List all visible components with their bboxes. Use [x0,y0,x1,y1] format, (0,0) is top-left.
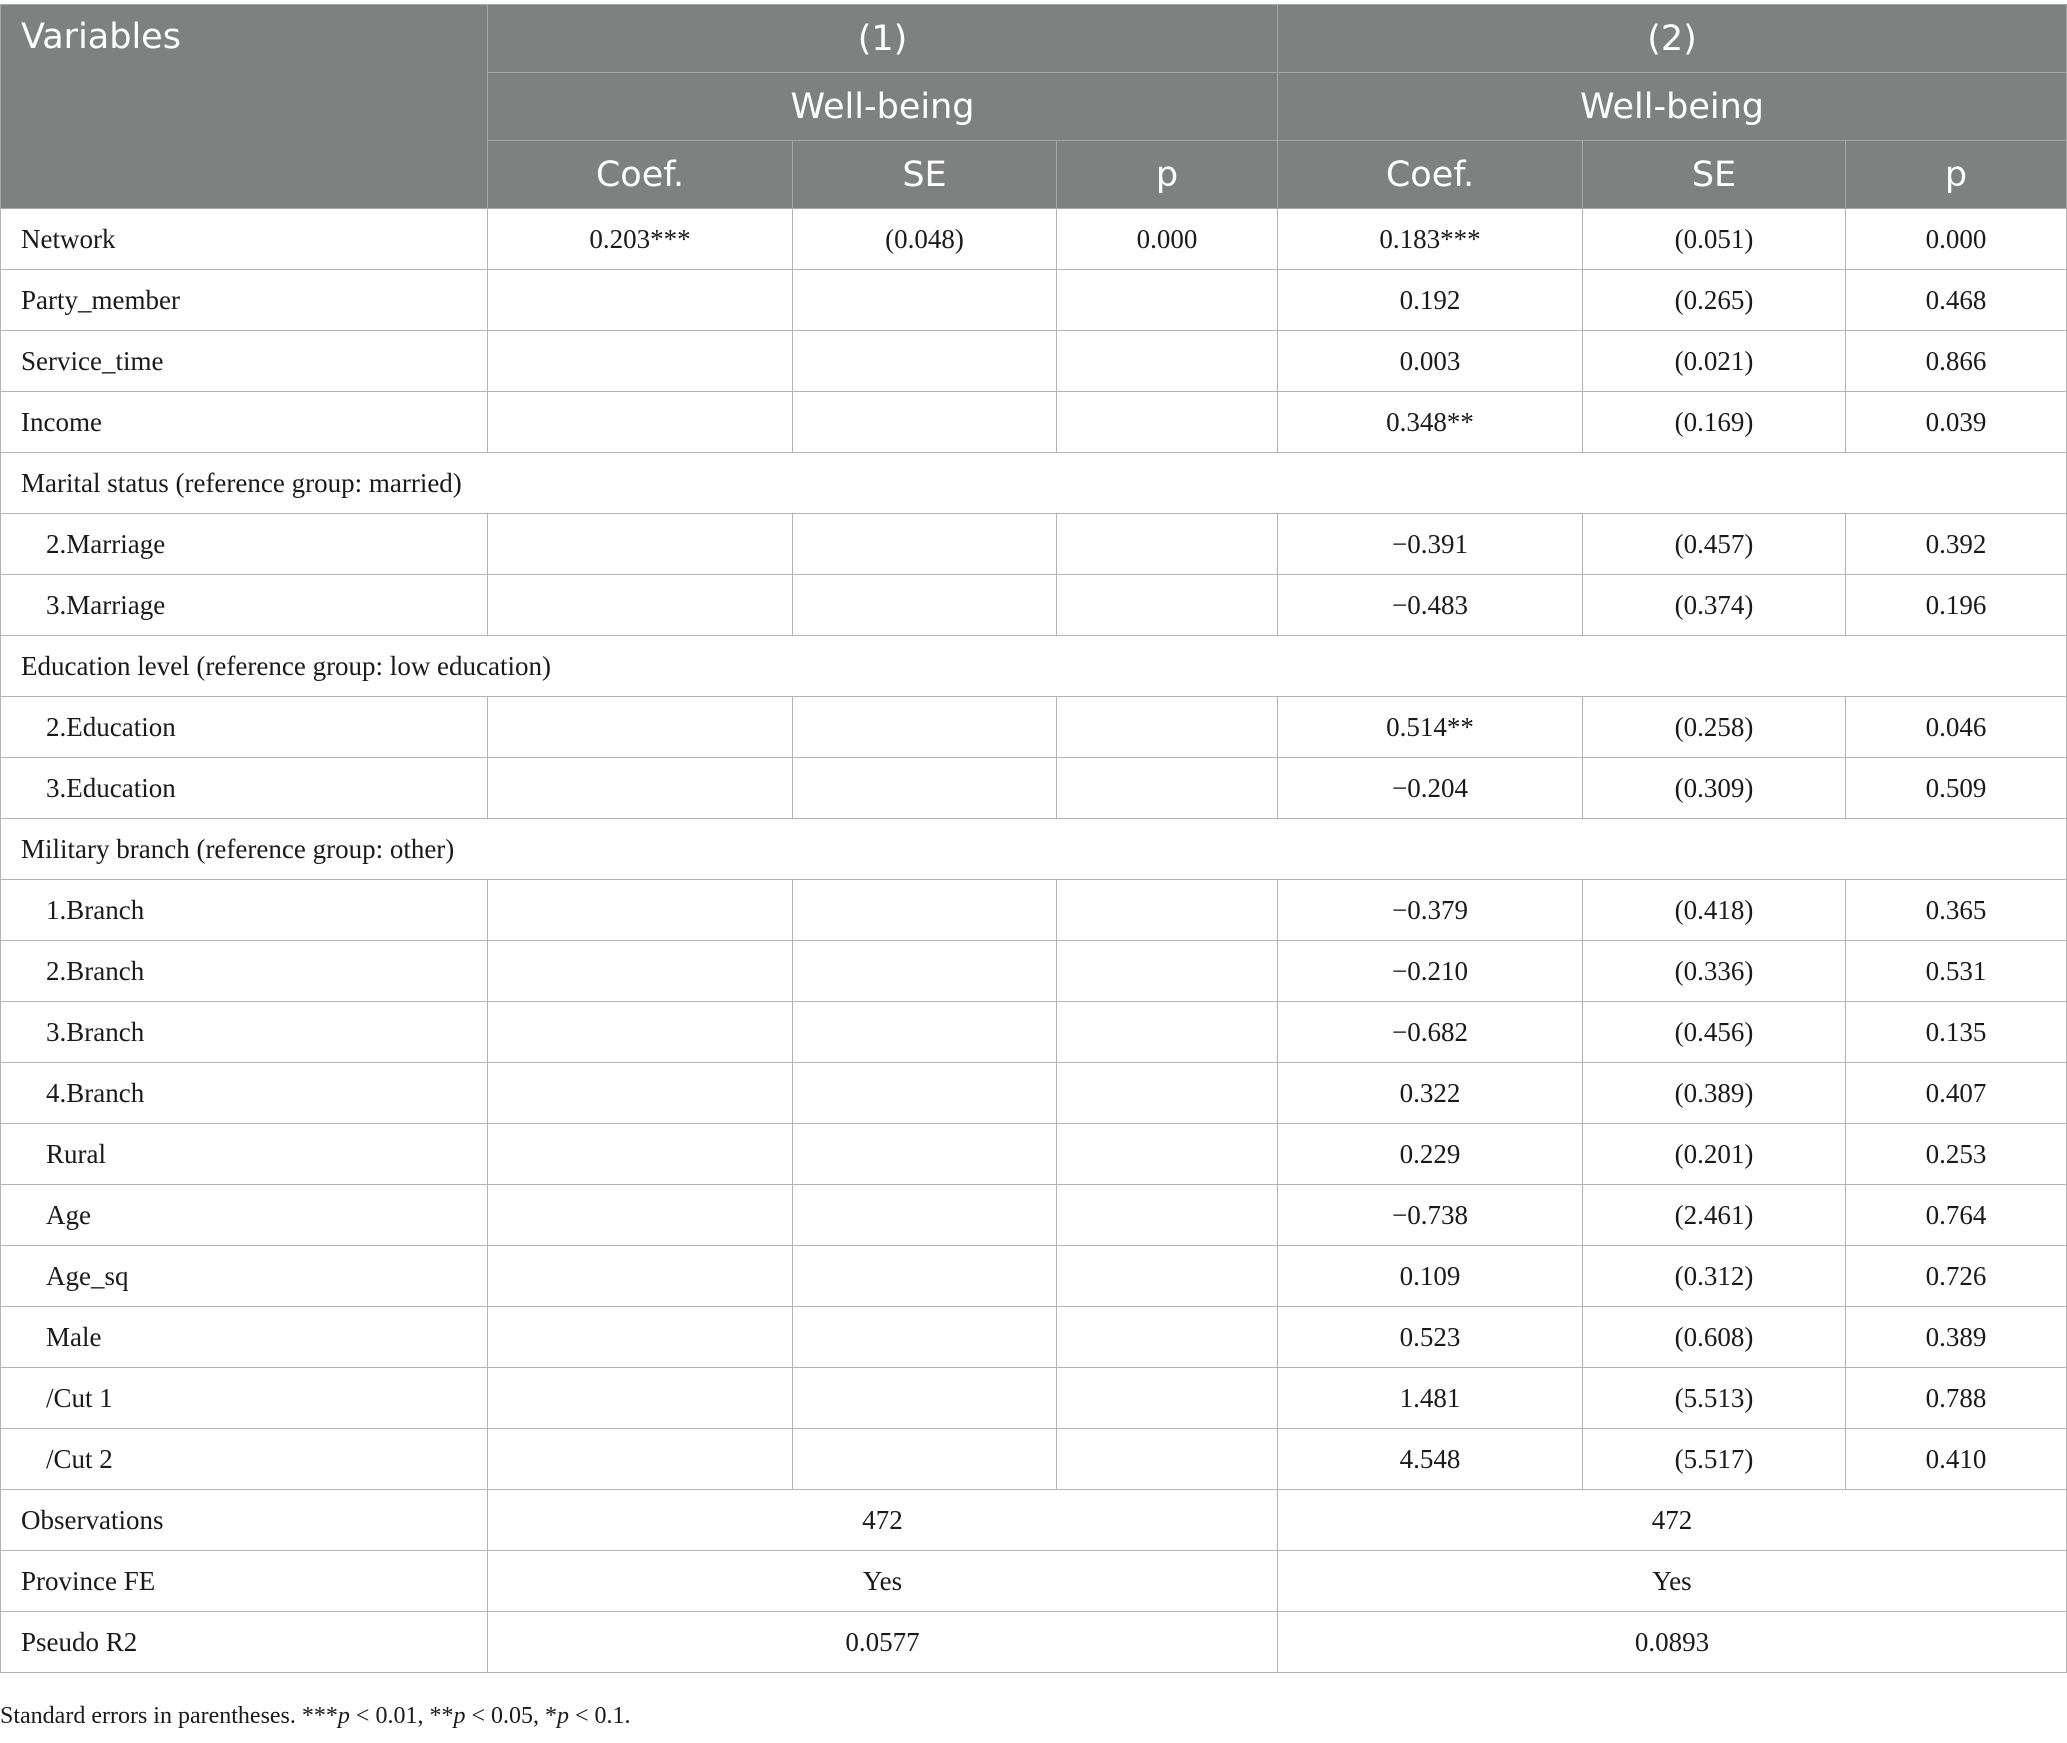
table-cell: −0.210 [1278,941,1583,1002]
table-cell: 0.229 [1278,1124,1583,1185]
footnote-text: Standard errors in parentheses. *** [0,1703,338,1729]
table-cell: (0.418) [1583,880,1846,941]
table-cell: (5.517) [1583,1429,1846,1490]
table-cell: 0.523 [1278,1307,1583,1368]
row-label: Income [1,392,488,453]
table-cell [488,1368,793,1429]
table-cell: (0.265) [1583,270,1846,331]
table-cell: 0.203*** [488,209,793,270]
footnote-italic-p: p [337,1703,350,1729]
table-cell [793,270,1057,331]
table-cell: 0.192 [1278,270,1583,331]
table-row [1,514,2067,575]
row-label: Rural [1,1124,488,1185]
table-cell [793,1429,1057,1490]
table-cell [1057,1429,1278,1490]
row-label: Observations [1,1490,488,1551]
row-label: /Cut 2 [1,1429,488,1490]
model-1-p-header: p [1057,141,1278,209]
table-cell [793,941,1057,1002]
table-cell: 0.196 [1846,575,2067,636]
table-row [1,331,2067,392]
row-label: Network [1,209,488,270]
section-label: Marital status (reference group: married) [1,453,2067,514]
table-cell: (0.201) [1583,1124,1846,1185]
footnote-italic-p: p [453,1703,466,1729]
table-cell: 0.509 [1846,758,2067,819]
table-cell [488,1063,793,1124]
table-cell: 0.514** [1278,697,1583,758]
table-cell: 0.866 [1846,331,2067,392]
table-cell: 0.109 [1278,1246,1583,1307]
table-cell [793,331,1057,392]
section-row [1,819,2067,880]
summary-cell: Yes [488,1551,1278,1612]
table-cell: (0.048) [793,209,1057,270]
summary-cell: 472 [1278,1490,2067,1551]
table-cell: 0.389 [1846,1307,2067,1368]
table-cell: −0.738 [1278,1185,1583,1246]
table-cell: (0.457) [1583,514,1846,575]
row-label: 3.Education [1,758,488,819]
table-cell: 0.003 [1278,331,1583,392]
table-cell: (0.374) [1583,575,1846,636]
table-cell: (0.389) [1583,1063,1846,1124]
table-cell: 0.764 [1846,1185,2067,1246]
table-cell: (0.051) [1583,209,1846,270]
table-cell [793,1002,1057,1063]
row-label: Pseudo R2 [1,1612,488,1673]
table-cell [793,697,1057,758]
table-cell [793,1063,1057,1124]
table-row [1,209,2067,270]
table-cell [488,1307,793,1368]
footnote-text: < 0.01, ** [349,1703,454,1729]
table-cell [488,1246,793,1307]
table-cell [488,941,793,1002]
table-cell [488,1429,793,1490]
table-cell [488,1185,793,1246]
row-label: 4.Branch [1,1063,488,1124]
table-cell [488,1124,793,1185]
model-2-coef-header: Coef. [1278,141,1583,209]
model-2-header: (2) [1278,5,2067,73]
table-cell: −0.379 [1278,880,1583,941]
table-row [1,941,2067,1002]
table-cell [1057,758,1278,819]
table-cell: (5.513) [1583,1368,1846,1429]
model-1-header: (1) [488,5,1278,73]
table-cell: 0.392 [1846,514,2067,575]
section-row [1,453,2067,514]
table-row [1,1429,2067,1490]
summary-cell: 0.0893 [1278,1612,2067,1673]
table-cell [1057,880,1278,941]
section-label: Military branch (reference group: other) [1,819,2067,880]
table-cell [793,575,1057,636]
table-cell [1057,514,1278,575]
table-row [1,697,2067,758]
table-cell [488,270,793,331]
table-cell [488,392,793,453]
table-cell: −0.483 [1278,575,1583,636]
table-row [1,270,2067,331]
row-label: 3.Marriage [1,575,488,636]
table-cell: 0.365 [1846,880,2067,941]
summary-cell: 472 [488,1490,1278,1551]
table-cell: 0.322 [1278,1063,1583,1124]
row-label: 3.Branch [1,1002,488,1063]
row-label: Party_member [1,270,488,331]
table-cell [793,758,1057,819]
model-2-se-header: SE [1583,141,1846,209]
table-cell: (0.336) [1583,941,1846,1002]
table-cell [1057,1124,1278,1185]
model-2-dependent-variable: Well-being [1278,73,2067,141]
table-cell: 0.788 [1846,1368,2067,1429]
table-row [1,880,2067,941]
table-body [1,209,2067,1673]
model-1-dependent-variable: Well-being [488,73,1278,141]
table-cell: (0.312) [1583,1246,1846,1307]
table-cell: 0.039 [1846,392,2067,453]
summary-cell: 0.0577 [488,1612,1278,1673]
table-cell: (0.608) [1583,1307,1846,1368]
table-cell [1057,392,1278,453]
footnote-text: < 0.1. [569,1703,631,1729]
table-cell [793,1185,1057,1246]
row-label: 2.Marriage [1,514,488,575]
table-cell: (0.021) [1583,331,1846,392]
model-1-se-header: SE [793,141,1057,209]
table-cell [1057,1307,1278,1368]
model-2-p-header: p [1846,141,2067,209]
row-label: Age_sq [1,1246,488,1307]
table-cell: 0.726 [1846,1246,2067,1307]
table-cell: 0.135 [1846,1002,2067,1063]
table-row [1,1307,2067,1368]
table-row [1,1063,2067,1124]
table-row [1,1002,2067,1063]
table-cell [488,758,793,819]
table-cell [793,1124,1057,1185]
table-row [1,1246,2067,1307]
table-cell [793,1307,1057,1368]
table-cell [1057,331,1278,392]
table-row [1,392,2067,453]
table-cell: 0.348** [1278,392,1583,453]
table-cell [1057,1002,1278,1063]
table-cell: (0.169) [1583,392,1846,453]
table-cell: (0.258) [1583,697,1846,758]
summary-row [1,1551,2067,1612]
header-row-models [1,5,2067,73]
table-cell: −0.391 [1278,514,1583,575]
summary-row [1,1612,2067,1673]
table-cell: 0.410 [1846,1429,2067,1490]
table-row [1,1124,2067,1185]
table-cell [793,1368,1057,1429]
table-cell [1057,575,1278,636]
row-label: 2.Education [1,697,488,758]
table-cell: 0.468 [1846,270,2067,331]
summary-row [1,1490,2067,1551]
table-cell [488,331,793,392]
section-label: Education level (reference group: low education) [1,636,2067,697]
table-cell: (0.309) [1583,758,1846,819]
table-cell: 0.000 [1846,209,2067,270]
table-cell [1057,1246,1278,1307]
regression-table [0,4,2067,1673]
table-cell: 0.253 [1846,1124,2067,1185]
table-cell [1057,697,1278,758]
footnote-text: < 0.05, * [465,1703,557,1729]
table-cell: 4.548 [1278,1429,1583,1490]
table-row [1,1368,2067,1429]
table-row [1,575,2067,636]
table-cell: −0.204 [1278,758,1583,819]
table-cell: (0.456) [1583,1002,1846,1063]
variables-header: Variables [1,5,488,209]
table-cell [488,880,793,941]
row-label: Male [1,1307,488,1368]
table-cell [488,575,793,636]
table-cell [1057,1368,1278,1429]
table-cell [1057,270,1278,331]
table-cell: −0.682 [1278,1002,1583,1063]
table-cell: 1.481 [1278,1368,1583,1429]
table-cell [488,1002,793,1063]
row-label: /Cut 1 [1,1368,488,1429]
table-cell [793,514,1057,575]
section-row [1,636,2067,697]
row-label: 2.Branch [1,941,488,1002]
table-cell [793,392,1057,453]
summary-cell: Yes [1278,1551,2067,1612]
table-cell [793,880,1057,941]
row-label: Province FE [1,1551,488,1612]
table-row [1,758,2067,819]
table-cell: 0.000 [1057,209,1278,270]
model-1-coef-header: Coef. [488,141,793,209]
table-row [1,1185,2067,1246]
table-cell [1057,1063,1278,1124]
table-cell [793,1246,1057,1307]
row-label: 1.Branch [1,880,488,941]
table-cell [1057,1185,1278,1246]
table-cell: 0.046 [1846,697,2067,758]
row-label: Service_time [1,331,488,392]
footnote-italic-p: p [557,1703,569,1729]
table-cell [488,697,793,758]
table-header [1,5,2067,209]
table-footnote [0,1703,631,1730]
table-cell: 0.407 [1846,1063,2067,1124]
table-cell [488,514,793,575]
table-cell: (2.461) [1583,1185,1846,1246]
table-cell [1057,941,1278,1002]
table-cell: 0.531 [1846,941,2067,1002]
row-label: Age [1,1185,488,1246]
table-cell: 0.183*** [1278,209,1583,270]
